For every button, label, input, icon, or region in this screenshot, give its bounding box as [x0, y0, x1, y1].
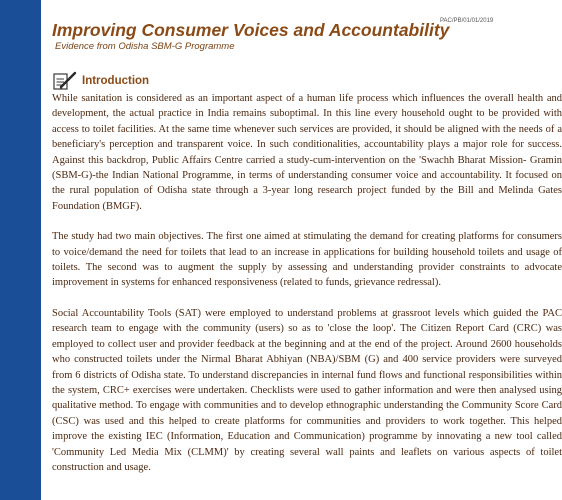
paragraph-2: The study had two main objectives. The first one aimed at stimulating the demand for creating platforms for consumers to voice/demand the need for toilets that lead to an increase in applications for building household toilets and usage of toilets. The second was to augment the supply by assessing and understanding provider constraints to advocate improvement in systems for enhanced responsiveness (related to funds, grievance redressal). [52, 231, 562, 289]
document-code: PAC/PB/01/01/2019 [440, 18, 494, 24]
writing-pen-icon [53, 71, 77, 91]
left-color-band [0, 0, 41, 500]
body-text [52, 91, 562, 490]
page-subtitle: Evidence from Odisha SBM-G Programme [55, 41, 235, 52]
section-title: Introduction [82, 75, 150, 87]
section-heading [53, 70, 149, 92]
paragraph-3: Social Accountability Tools (SAT) were employed to understand problems at grassroot levels which guided the PAC research team to engage with the community (users) so as to 'close the loop'. The Citizen Report Card (CRC) was employed to collect user and provider feedback at the beginning and at the end of the project. Around 2600 households who constructed toilets under the Nirmal Bharat Abhiyan (NBA)/SBM (G) and 400 service providers were surveyed from 6 districts of Odisha state. To understand discrepancies in internal fund flows and functional responsibilities within the system, CRC+ exercises were undertaken. Checklists were used to gather information and were then analysed using qualitative method. To engage with communities and to develop ethnographic understanding the Community Score Card (CSC) was used and this helped to create platforms for communities and providers to work together. This helped improve the existing IEC (Information, Education and Communication) programme by innovating a new tool called 'Community Led Media Mix (CLMM)' by creating several wall paints and leaflets on various aspects of toilet construction and usage. [52, 307, 562, 473]
page-title: Improving Consumer Voices and Accountability [52, 20, 450, 40]
paragraph-1: While sanitation is considered as an important aspect of a human life process which influences the overall health and development, the actual practice in India remains suboptimal. In this line every household ought to be provided with access to toilet facilities. At the same time whenever such services are provided, it should be aligned with the needs of a beneficiary's perception and transparent voice. In such conditionalities, accountability plays a major role for success. Against this backdrop, Public Affairs Centre carried a study-cum-intervention on the 'Swachh Bharat Mission- Gramin (SBM-G)-the Indian National Programme, in terms of understanding consumer voice and accountability. It focused on the rural population of Odisha state through a 3-year long research project funded by the Bill and Melinda Gates Foundation (BMGF). [52, 93, 562, 212]
